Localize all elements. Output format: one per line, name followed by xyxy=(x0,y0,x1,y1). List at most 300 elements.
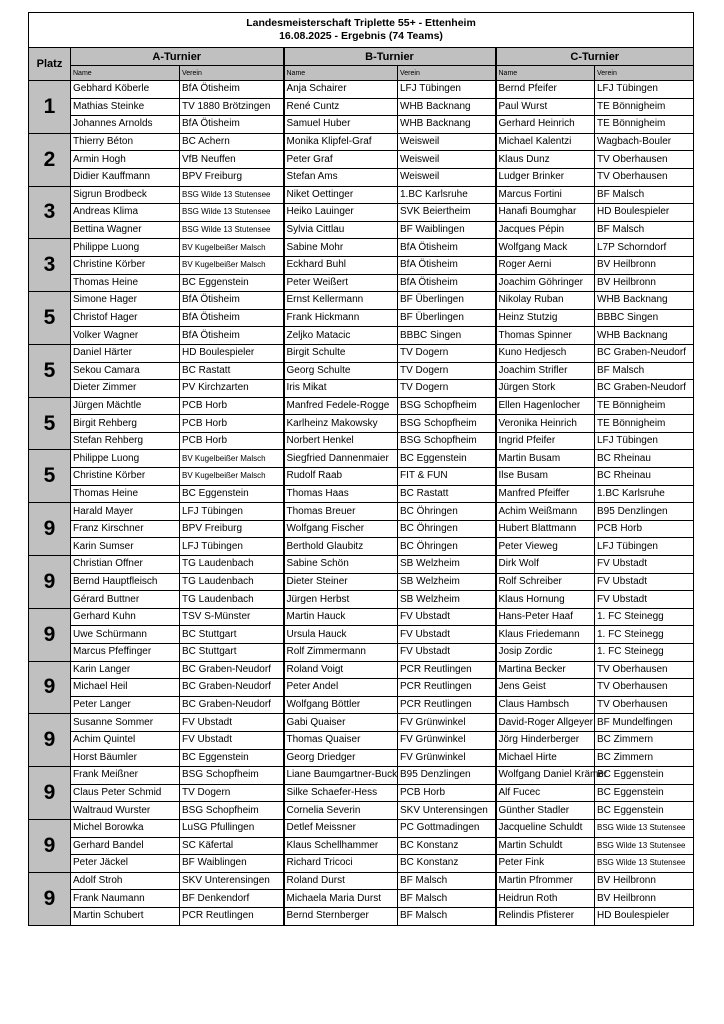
a-turnier-player-name: Sekou Camara xyxy=(71,362,180,380)
b-turnier-player-club: FV Ubstadt xyxy=(398,644,496,662)
table-row xyxy=(29,837,694,855)
b-turnier-player-name: Peter Weißert xyxy=(284,274,398,292)
a-turnier-player-name: Adolf Stroh xyxy=(71,872,180,890)
b-turnier-player-club: Weisweil xyxy=(398,151,496,169)
b-turnier-player-name: Heiko Lauinger xyxy=(284,204,398,222)
c-turnier-player-club: TV Oberhausen xyxy=(595,151,694,169)
c-turnier-player-club: LFJ Tübingen xyxy=(595,538,694,556)
a-turnier-player-club: BSG Wilde 13 Stutensee xyxy=(180,186,284,204)
b-turnier-player-name: Berthold Glaubitz xyxy=(284,538,398,556)
c-turnier-player-name: Jörg Hinderberger xyxy=(496,731,595,749)
c-turnier-player-name: Klaus Dunz xyxy=(496,151,595,169)
c-turnier-player-club: HD Boulespieler xyxy=(595,204,694,222)
a-turnier-player-name: Simone Hager xyxy=(71,292,180,310)
b-turnier-player-name: Roland Voigt xyxy=(284,661,398,679)
b-turnier-player-club: FV Grünwinkel xyxy=(398,731,496,749)
table-row xyxy=(29,714,694,732)
b-turnier-player-name: Zeljko Matacic xyxy=(284,327,398,345)
a-turnier-player-club: BC Graben-Neudorf xyxy=(180,661,284,679)
a-turnier-player-club: BfA Ötisheim xyxy=(180,81,284,99)
c-turnier-player-name: Hubert Blattmann xyxy=(496,520,595,538)
a-turnier-player-name: Thierry Béton xyxy=(71,133,180,151)
a-turnier-player-name: Peter Langer xyxy=(71,696,180,714)
b-turnier-player-name: Manfred Fedele-Rogge xyxy=(284,397,398,415)
a-turnier-player-name: Christof Hager xyxy=(71,309,180,327)
c-turnier-player-club: TE Bönnigheim xyxy=(595,116,694,134)
c-turnier-player-name: Martina Becker xyxy=(496,661,595,679)
a-turnier-player-club: BPV Freiburg xyxy=(180,168,284,186)
c-turnier-player-club: LFJ Tübingen xyxy=(595,81,694,99)
placement-cell: 9 xyxy=(29,661,71,714)
b-turnier-player-name: Georg Driedger xyxy=(284,749,398,767)
table-row xyxy=(29,168,694,186)
c-turnier-player-club: TE Bönnigheim xyxy=(595,397,694,415)
b-turnier-player-club: B95 Denzlingen xyxy=(398,767,496,785)
b-turnier-player-name: Birgit Schulte xyxy=(284,344,398,362)
table-row xyxy=(29,98,694,116)
c-turnier-player-name: Jürgen Stork xyxy=(496,380,595,398)
a-turnier-player-club: BF Denkendorf xyxy=(180,890,284,908)
table-row xyxy=(29,292,694,310)
placement-cell: 9 xyxy=(29,608,71,661)
c-turnier-player-club: TV Oberhausen xyxy=(595,679,694,697)
b-turnier-player-club: PC Gottmadingen xyxy=(398,819,496,837)
b-turnier-player-name: Thomas Breuer xyxy=(284,503,398,521)
c-turnier-player-name: Jacqueline Schuldt xyxy=(496,819,595,837)
a-turnier-player-name: Uwe Schürmann xyxy=(71,626,180,644)
c-turnier-player-name: Martin Pfrommer xyxy=(496,872,595,890)
a-turnier-player-club: BV Kugelbeißer Malsch xyxy=(180,239,284,257)
table-row xyxy=(29,415,694,433)
a-turnier-player-club: BC Achern xyxy=(180,133,284,151)
b-turnier-player-club: FIT & FUN xyxy=(398,468,496,486)
c-turnier-player-name: Jacques Pépin xyxy=(496,221,595,239)
c-turnier-player-name: Peter Fink xyxy=(496,855,595,873)
table-row xyxy=(29,221,694,239)
c-turnier-player-name: Joachim Göhringer xyxy=(496,274,595,292)
b-turnier-player-name: Sylvia Cittlau xyxy=(284,221,398,239)
a-turnier-player-club: PV Kirchzarten xyxy=(180,380,284,398)
b-turnier-player-club: BF Waiblingen xyxy=(398,221,496,239)
c-turnier-player-name: Nikolay Ruban xyxy=(496,292,595,310)
c-turnier-player-name: Ingrid Pfeifer xyxy=(496,432,595,450)
b-turnier-player-name: Jürgen Herbst xyxy=(284,591,398,609)
c-turnier-player-name: Dirk Wolf xyxy=(496,556,595,574)
a-turnier-player-name: Birgit Rehberg xyxy=(71,415,180,433)
c-turnier-player-name: Veronika Heinrich xyxy=(496,415,595,433)
b-turnier-player-club: WHB Backnang xyxy=(398,116,496,134)
a-turnier-player-name: Michael Heil xyxy=(71,679,180,697)
b-turnier-player-name: Michaela Maria Durst xyxy=(284,890,398,908)
c-turnier-player-club: BC Eggenstein xyxy=(595,802,694,820)
c-turnier-player-name: Rolf Schreiber xyxy=(496,573,595,591)
c-turnier-player-club: Wagbach-Bouler xyxy=(595,133,694,151)
a-turnier-player-club: BSG Wilde 13 Stutensee xyxy=(180,221,284,239)
c-turnier-player-name: Kuno Hedjesch xyxy=(496,344,595,362)
b-turnier-player-club: BfA Ötisheim xyxy=(398,256,496,274)
name-header: Name xyxy=(496,66,595,81)
a-turnier-player-club: BC Stuttgart xyxy=(180,626,284,644)
b-turnier-player-club: FV Ubstadt xyxy=(398,608,496,626)
a-turnier-player-name: Christine Körber xyxy=(71,468,180,486)
b-turnier-player-name: Wolfgang Fischer xyxy=(284,520,398,538)
b-turnier-player-club: BfA Ötisheim xyxy=(398,239,496,257)
a-turnier-player-name: Waltraud Wurster xyxy=(71,802,180,820)
c-turnier-player-name: Klaus Hornung xyxy=(496,591,595,609)
b-turnier-player-club: BC Eggenstein xyxy=(398,450,496,468)
b-turnier-player-club: Weisweil xyxy=(398,168,496,186)
a-turnier-player-club: PCB Horb xyxy=(180,397,284,415)
table-row xyxy=(29,731,694,749)
b-turnier-player-name: Eckhard Buhl xyxy=(284,256,398,274)
b-turnier-player-name: Karlheinz Makowsky xyxy=(284,415,398,433)
c-turnier-player-name: Claus Hambsch xyxy=(496,696,595,714)
c-turnier-player-club: TE Bönnigheim xyxy=(595,415,694,433)
c-turnier-player-club: TE Bönnigheim xyxy=(595,98,694,116)
b-turnier-player-club: BC Konstanz xyxy=(398,855,496,873)
b-turnier-player-club: BSG Schopfheim xyxy=(398,432,496,450)
c-turnier-player-name: Günther Stadler xyxy=(496,802,595,820)
a-turnier-player-name: Claus Peter Schmid xyxy=(71,784,180,802)
placement-cell: 3 xyxy=(29,186,71,239)
b-turnier-player-club: FV Grünwinkel xyxy=(398,749,496,767)
c-turnier-player-club: BF Malsch xyxy=(595,362,694,380)
results-body xyxy=(29,81,694,926)
b-turnier-player-name: Rolf Zimmermann xyxy=(284,644,398,662)
a-turnier-header: A-Turnier xyxy=(71,48,284,66)
b-turnier-player-club: BF Malsch xyxy=(398,890,496,908)
table-row xyxy=(29,432,694,450)
table-row xyxy=(29,890,694,908)
table-row xyxy=(29,767,694,785)
c-turnier-player-name: Alf Fucec xyxy=(496,784,595,802)
c-turnier-player-club: BC Zimmern xyxy=(595,731,694,749)
c-turnier-player-name: Heidrun Roth xyxy=(496,890,595,908)
b-turnier-player-club: PCB Horb xyxy=(398,784,496,802)
table-row xyxy=(29,644,694,662)
b-turnier-player-club: 1.BC Karlsruhe xyxy=(398,186,496,204)
table-row xyxy=(29,591,694,609)
table-row xyxy=(29,204,694,222)
a-turnier-player-name: Philippe Luong xyxy=(71,239,180,257)
c-turnier-player-name: Bernd Pfeifer xyxy=(496,81,595,99)
c-turnier-player-name: Peter Vieweg xyxy=(496,538,595,556)
b-turnier-player-club: SB Welzheim xyxy=(398,591,496,609)
c-turnier-player-name: Gerhard Heinrich xyxy=(496,116,595,134)
a-turnier-player-name: Didier Kauffmann xyxy=(71,168,180,186)
c-turnier-player-name: Marcus Fortini xyxy=(496,186,595,204)
c-turnier-player-club: FV Ubstadt xyxy=(595,556,694,574)
a-turnier-player-club: BC Rastatt xyxy=(180,362,284,380)
table-row xyxy=(29,344,694,362)
a-turnier-player-name: Gérard Buttner xyxy=(71,591,180,609)
b-turnier-player-name: Gabi Quaiser xyxy=(284,714,398,732)
c-turnier-player-club: 1. FC Steinegg xyxy=(595,608,694,626)
table-row xyxy=(29,81,694,99)
a-turnier-player-club: BC Graben-Neudorf xyxy=(180,679,284,697)
a-turnier-player-club: TG Laudenbach xyxy=(180,591,284,609)
b-turnier-player-name: Sabine Schön xyxy=(284,556,398,574)
c-turnier-player-name: Ludger Brinker xyxy=(496,168,595,186)
a-turnier-player-club: BfA Ötisheim xyxy=(180,116,284,134)
a-turnier-player-club: BSG Schopfheim xyxy=(180,767,284,785)
a-turnier-player-name: Horst Bäumler xyxy=(71,749,180,767)
a-turnier-player-club: BPV Freiburg xyxy=(180,520,284,538)
b-turnier-player-club: BC Öhringen xyxy=(398,538,496,556)
b-turnier-player-club: BfA Ötisheim xyxy=(398,274,496,292)
table-row xyxy=(29,749,694,767)
b-turnier-player-name: Roland Durst xyxy=(284,872,398,890)
b-turnier-player-club: BC Konstanz xyxy=(398,837,496,855)
b-turnier-player-club: BF Malsch xyxy=(398,872,496,890)
c-turnier-player-club: BV Heilbronn xyxy=(595,274,694,292)
b-turnier-player-club: BC Öhringen xyxy=(398,520,496,538)
a-turnier-player-name: Stefan Rehberg xyxy=(71,432,180,450)
a-turnier-player-club: PCB Horb xyxy=(180,432,284,450)
verein-header: Verein xyxy=(180,66,284,81)
b-turnier-player-name: Peter Andel xyxy=(284,679,398,697)
c-turnier-player-name: Wolfgang Mack xyxy=(496,239,595,257)
table-row xyxy=(29,907,694,925)
b-turnier-player-name: Samuel Huber xyxy=(284,116,398,134)
c-turnier-player-name: Manfred Pfeiffer xyxy=(496,485,595,503)
table-row xyxy=(29,872,694,890)
c-turnier-player-club: 1. FC Steinegg xyxy=(595,644,694,662)
a-turnier-player-name: Franz Kirschner xyxy=(71,520,180,538)
a-turnier-player-club: BC Eggenstein xyxy=(180,485,284,503)
table-row xyxy=(29,362,694,380)
b-turnier-player-club: BF Überlingen xyxy=(398,309,496,327)
c-turnier-player-name: Roger Aerni xyxy=(496,256,595,274)
a-turnier-player-name: Harald Mayer xyxy=(71,503,180,521)
a-turnier-player-name: Armin Hogh xyxy=(71,151,180,169)
table-row xyxy=(29,116,694,134)
a-turnier-player-club: PCB Horb xyxy=(180,415,284,433)
table-row xyxy=(29,573,694,591)
placement-cell: 9 xyxy=(29,819,71,872)
table-row xyxy=(29,696,694,714)
placement-cell: 9 xyxy=(29,767,71,820)
c-turnier-player-name: Hanafi Boumghar xyxy=(496,204,595,222)
a-turnier-player-club: BfA Ötisheim xyxy=(180,309,284,327)
placement-cell: 3 xyxy=(29,239,71,292)
c-turnier-player-name: Achim Weißmann xyxy=(496,503,595,521)
a-turnier-player-club: BSG Schopfheim xyxy=(180,802,284,820)
c-turnier-player-club: BF Malsch xyxy=(595,186,694,204)
c-turnier-player-club: BF Malsch xyxy=(595,221,694,239)
a-turnier-player-name: Thomas Heine xyxy=(71,485,180,503)
c-turnier-player-name: Martin Schuldt xyxy=(496,837,595,855)
b-turnier-player-club: BSG Schopfheim xyxy=(398,415,496,433)
b-turnier-player-club: TV Dogern xyxy=(398,380,496,398)
c-turnier-player-club: BV Heilbronn xyxy=(595,890,694,908)
b-turnier-player-club: PCR Reutlingen xyxy=(398,696,496,714)
a-turnier-player-club: FV Ubstadt xyxy=(180,731,284,749)
c-turnier-player-club: BV Heilbronn xyxy=(595,872,694,890)
table-row xyxy=(29,239,694,257)
c-turnier-player-club: BC Zimmern xyxy=(595,749,694,767)
a-turnier-player-club: BC Graben-Neudorf xyxy=(180,696,284,714)
a-turnier-player-club: BC Stuttgart xyxy=(180,644,284,662)
title-line-2: 16.08.2025 - Ergebnis (74 Teams) xyxy=(279,30,443,42)
c-turnier-player-club: 1.BC Karlsruhe xyxy=(595,485,694,503)
a-turnier-player-club: LFJ Tübingen xyxy=(180,503,284,521)
table-row xyxy=(29,538,694,556)
c-turnier-player-club: FV Ubstadt xyxy=(595,591,694,609)
c-turnier-player-name: Michael Hirte xyxy=(496,749,595,767)
b-turnier-player-name: Peter Graf xyxy=(284,151,398,169)
table-row xyxy=(29,520,694,538)
a-turnier-player-club: PCR Reutlingen xyxy=(180,907,284,925)
a-turnier-player-name: Frank Meißner xyxy=(71,767,180,785)
a-turnier-player-club: FV Ubstadt xyxy=(180,714,284,732)
a-turnier-player-club: LuSG Pfullingen xyxy=(180,819,284,837)
a-turnier-player-club: BSG Wilde 13 Stutensee xyxy=(180,204,284,222)
b-turnier-player-name: Norbert Henkel xyxy=(284,432,398,450)
c-turnier-player-name: David-Roger Allgeyer xyxy=(496,714,595,732)
c-turnier-player-name: Martin Busam xyxy=(496,450,595,468)
b-turnier-player-club: BBBC Singen xyxy=(398,327,496,345)
a-turnier-player-club: TSV S-Münster xyxy=(180,608,284,626)
a-turnier-player-name: Karin Sumser xyxy=(71,538,180,556)
b-turnier-player-name: Rudolf Raab xyxy=(284,468,398,486)
table-row xyxy=(29,274,694,292)
c-turnier-player-club: BSG Wilde 13 Stutensee xyxy=(595,837,694,855)
table-row xyxy=(29,256,694,274)
table-row xyxy=(29,327,694,345)
c-turnier-player-club: B95 Denzlingen xyxy=(595,503,694,521)
a-turnier-player-name: Gebhard Köberle xyxy=(71,81,180,99)
placement-cell: 2 xyxy=(29,133,71,186)
a-turnier-player-club: TV 1880 Brötzingen xyxy=(180,98,284,116)
a-turnier-player-name: Karin Langer xyxy=(71,661,180,679)
c-turnier-player-name: Relindis Pfisterer xyxy=(496,907,595,925)
b-turnier-player-name: Ursula Hauck xyxy=(284,626,398,644)
c-turnier-player-club: TV Oberhausen xyxy=(595,168,694,186)
a-turnier-player-club: LFJ Tübingen xyxy=(180,538,284,556)
c-turnier-player-club: BC Rheinau xyxy=(595,468,694,486)
c-turnier-player-club: WHB Backnang xyxy=(595,327,694,345)
table-row xyxy=(29,450,694,468)
c-turnier-player-name: Josip Zordic xyxy=(496,644,595,662)
placement-cell: 9 xyxy=(29,556,71,609)
b-turnier-player-club: LFJ Tübingen xyxy=(398,81,496,99)
table-row xyxy=(29,151,694,169)
table-row xyxy=(29,133,694,151)
b-turnier-player-name: Stefan Ams xyxy=(284,168,398,186)
placement-cell: 5 xyxy=(29,397,71,450)
c-turnier-player-name: Thomas Spinner xyxy=(496,327,595,345)
verein-header: Verein xyxy=(595,66,694,81)
c-turnier-player-club: BC Graben-Neudorf xyxy=(595,380,694,398)
a-turnier-player-name: Gerhard Kuhn xyxy=(71,608,180,626)
placement-cell: 9 xyxy=(29,872,71,925)
c-turnier-player-club: BSG Wilde 13 Stutensee xyxy=(595,819,694,837)
a-turnier-player-name: Bernd Hauptfleisch xyxy=(71,573,180,591)
b-turnier-player-club: FV Grünwinkel xyxy=(398,714,496,732)
c-turnier-player-club: 1. FC Steinegg xyxy=(595,626,694,644)
placement-cell: 1 xyxy=(29,81,71,134)
b-turnier-player-club: SB Welzheim xyxy=(398,573,496,591)
c-turnier-player-name: Heinz Stutzig xyxy=(496,309,595,327)
placement-cell: 5 xyxy=(29,292,71,345)
c-turnier-player-club: BC Eggenstein xyxy=(595,784,694,802)
b-turnier-player-club: TV Dogern xyxy=(398,344,496,362)
c-turnier-player-name: Paul Wurst xyxy=(496,98,595,116)
b-turnier-player-club: Weisweil xyxy=(398,133,496,151)
b-turnier-player-club: BF Überlingen xyxy=(398,292,496,310)
b-turnier-player-club: FV Ubstadt xyxy=(398,626,496,644)
b-turnier-player-name: Thomas Quaiser xyxy=(284,731,398,749)
b-turnier-player-club: BC Öhringen xyxy=(398,503,496,521)
b-turnier-player-name: Georg Schulte xyxy=(284,362,398,380)
c-turnier-player-name: Ilse Busam xyxy=(496,468,595,486)
b-turnier-player-name: Frank Hickmann xyxy=(284,309,398,327)
c-turnier-player-club: LFJ Tübingen xyxy=(595,432,694,450)
table-row xyxy=(29,679,694,697)
a-turnier-player-name: Jürgen Mächtle xyxy=(71,397,180,415)
b-turnier-player-name: Wolfgang Böttler xyxy=(284,696,398,714)
a-turnier-player-name: Dieter Zimmer xyxy=(71,380,180,398)
c-turnier-player-club: TV Oberhausen xyxy=(595,696,694,714)
placement-cell: 9 xyxy=(29,503,71,556)
c-turnier-player-club: BBBC Singen xyxy=(595,309,694,327)
table-row xyxy=(29,608,694,626)
table-row xyxy=(29,556,694,574)
title-line-1: Landesmeisterschaft Triplette 55+ - Ettenheim xyxy=(246,17,476,29)
a-turnier-player-name: Sigrun Brodbeck xyxy=(71,186,180,204)
a-turnier-player-name: Marcus Pfeffinger xyxy=(71,644,180,662)
b-turnier-player-name: Klaus Schellhammer xyxy=(284,837,398,855)
a-turnier-player-name: Bettina Wagner xyxy=(71,221,180,239)
c-turnier-player-club: BV Heilbronn xyxy=(595,256,694,274)
b-turnier-player-name: Iris Mikat xyxy=(284,380,398,398)
b-turnier-player-name: Siegfried Dannenmaier xyxy=(284,450,398,468)
b-turnier-player-club: SB Welzheim xyxy=(398,556,496,574)
placement-cell: 9 xyxy=(29,714,71,767)
placement-cell: 5 xyxy=(29,450,71,503)
c-turnier-player-name: Ellen Hagenlocher xyxy=(496,397,595,415)
b-turnier-player-club: TV Dogern xyxy=(398,362,496,380)
a-turnier-player-name: Gerhard Bandel xyxy=(71,837,180,855)
c-turnier-player-name: Joachim Strifler xyxy=(496,362,595,380)
b-turnier-player-club: PCR Reutlingen xyxy=(398,661,496,679)
c-turnier-player-name: Michael Kalentzi xyxy=(496,133,595,151)
a-turnier-player-club: BC Eggenstein xyxy=(180,749,284,767)
b-turnier-player-name: Monika Klipfel-Graf xyxy=(284,133,398,151)
a-turnier-player-name: Martin Schubert xyxy=(71,907,180,925)
table-row xyxy=(29,784,694,802)
b-turnier-player-club: WHB Backnang xyxy=(398,98,496,116)
table-row xyxy=(29,802,694,820)
a-turnier-player-club: BV Kugelbeißer Malsch xyxy=(180,450,284,468)
c-turnier-player-name: Jens Geist xyxy=(496,679,595,697)
table-row xyxy=(29,661,694,679)
b-turnier-player-club: BF Malsch xyxy=(398,907,496,925)
table-row xyxy=(29,855,694,873)
b-turnier-player-name: Martin Hauck xyxy=(284,608,398,626)
name-header: Name xyxy=(71,66,180,81)
b-turnier-player-club: PCR Reutlingen xyxy=(398,679,496,697)
c-turnier-player-club: BC Eggenstein xyxy=(595,767,694,785)
a-turnier-player-club: SKV Unterensingen xyxy=(180,872,284,890)
c-turnier-player-name: Hans-Peter Haaf xyxy=(496,608,595,626)
a-turnier-player-name: Christine Körber xyxy=(71,256,180,274)
a-turnier-player-club: BfA Ötisheim xyxy=(180,327,284,345)
table-row xyxy=(29,503,694,521)
a-turnier-player-name: Mathias Steinke xyxy=(71,98,180,116)
b-turnier-player-name: Detlef Meissner xyxy=(284,819,398,837)
